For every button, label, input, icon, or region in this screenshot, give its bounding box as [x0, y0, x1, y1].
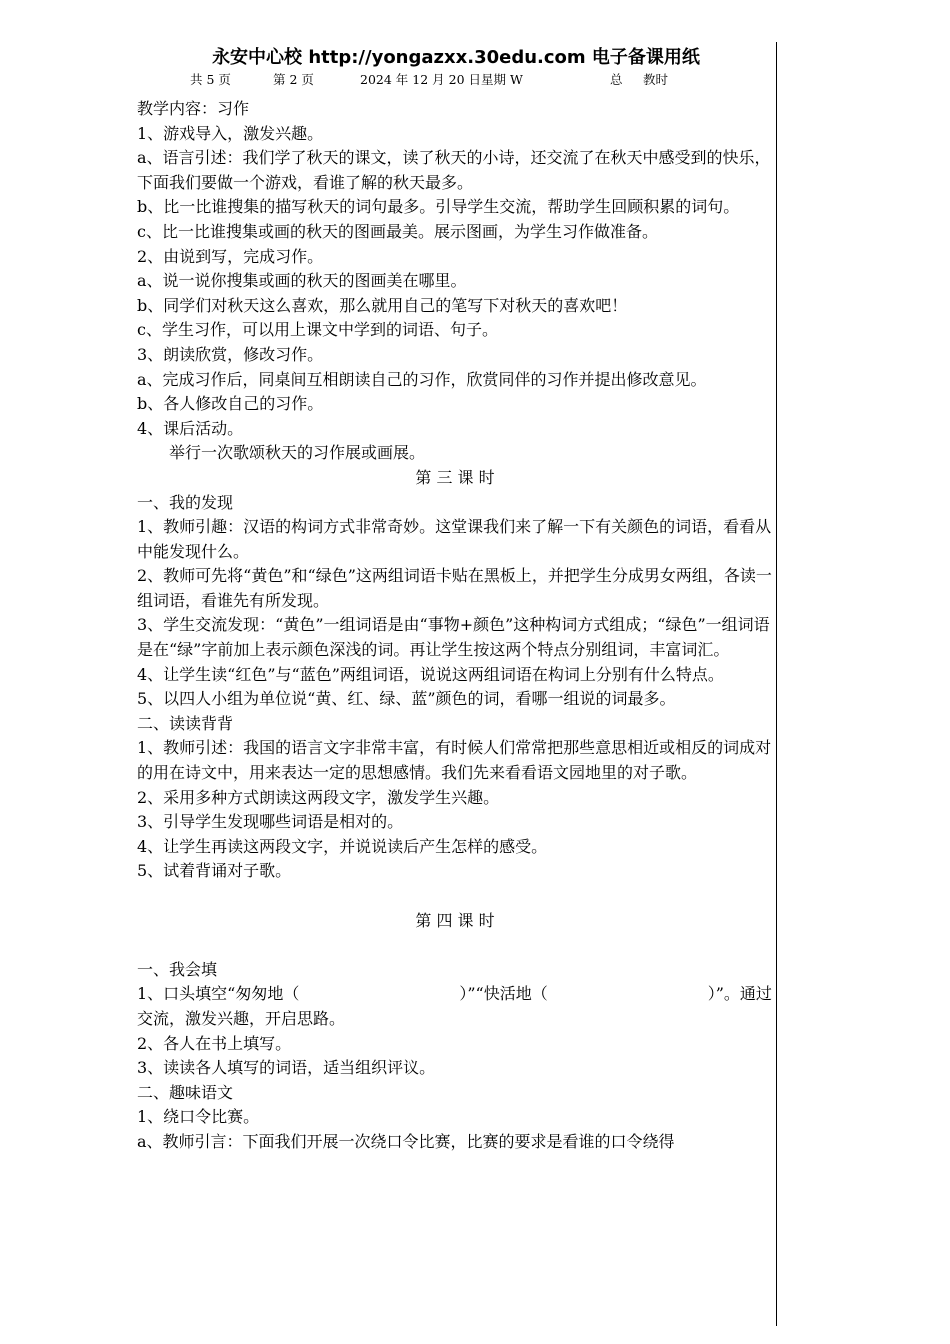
text-line: 1、口头填空“匆匆地（ ）”“快活地（ ）”。通过交流，激发兴趣，开启思路。	[137, 984, 772, 1028]
hours-label: 教时	[643, 72, 669, 87]
text-line: 4、课后活动。	[137, 418, 244, 438]
text-line: 2、各人在书上填写。	[137, 1033, 292, 1053]
text-line: 举行一次歌颂秋天的习作展或画展。	[169, 443, 426, 463]
text-line: 1、教师引趣：汉语的构词方式非常奇妙。这堂课我们来了解一下有关颜色的词语，看看从中能发现什么。	[137, 517, 772, 561]
text-line: c、比一比谁搜集或画的秋天的图画最美。展示图画，为学生习作做准备。	[137, 221, 658, 241]
text-line: 1、游戏导入，激发兴趣。	[137, 123, 324, 143]
text-line: 一、我的发现	[137, 492, 234, 512]
text-line: 4、让学生读“红色”与“蓝色”两组词语，说说这两组词语在构词上分别有什么特点。	[137, 664, 724, 684]
text-line: 4、让学生再读这两段文字，并说说读后产生怎样的感受。	[137, 836, 548, 856]
text-line: a、完成习作后，同桌间互相朗读自己的习作，欣赏同伴的习作并提出修改意见。	[137, 369, 707, 389]
text-line: 一、我会填	[137, 959, 218, 979]
text-line: 教学内容：习作	[137, 99, 250, 118]
document-body	[137, 97, 773, 1155]
text-line: b、比一比谁搜集的描写秋天的词句最多。引导学生交流，帮助学生回顾积累的词句。	[137, 197, 740, 217]
text-line: 2、教师可先将“黄色”和“绿色”这两组词语卡贴在黑板上，并把学生分成男女两组，各读一组词语，看谁先有所发现。	[137, 566, 772, 610]
text-line: b、各人修改自己的习作。	[137, 394, 324, 414]
text-line: 3、引导学生发现哪些词语是相对的。	[137, 812, 404, 832]
text-line: 1、教师引述：我国的语言文字非常丰富，有时候人们常常把那些意思相近或相反的词成对的用在诗文中，用来表达一定的思想感情。我们先来看看语文园地里的对子歌。	[137, 738, 772, 783]
text-line: a、语言引述：我们学了秋天的课文，读了秋天的小诗，还交流了在秋天中感受到的快乐，下面我们要做一个游戏，看谁了解的秋天最多。	[137, 148, 771, 192]
text-line: 3、学生交流发现：“黄色”一组词语是由“事物+颜色”这种构词方式组成；“绿色”一组词语是在“绿”字前加上表示颜色深浅的词。再让学生按这两个特点分别组词，丰富词汇。	[137, 615, 770, 660]
spacer	[137, 884, 773, 909]
total-pages: 共 5 页	[190, 72, 231, 87]
total-label: 总	[610, 72, 623, 87]
text-line: a、教师引言：下面我们开展一次绕口令比赛，比赛的要求是看谁的口令绕得	[137, 1131, 675, 1151]
text-line: 1、绕口令比赛。	[137, 1107, 260, 1127]
text-line: 2、由说到写，完成习作。	[137, 246, 324, 266]
text-line: 二、趣味语文	[137, 1082, 234, 1102]
text-line: 2、采用多种方式朗读这两段文字，激发学生兴趣。	[137, 787, 500, 807]
section-heading: 第 四 课 时	[415, 910, 495, 930]
section-heading: 第 三 课 时	[415, 467, 495, 487]
text-line: b、同学们对秋天这么喜欢，那么就用自己的笔写下对秋天的喜欢吧！	[137, 295, 628, 315]
text-line: 3、读读各人填写的词语，适当组织评议。	[137, 1058, 436, 1078]
text-line: 二、读读背背	[137, 713, 234, 733]
text-line: c、学生习作，可以用上课文中学到的词语、句子。	[137, 320, 498, 340]
text-line: 5、试着背诵对子歌。	[137, 861, 292, 881]
page-title: 永安中心校 http://yongazxx.30edu.com 电子备课用纸	[212, 47, 700, 68]
date: 2024 年 12 月 20 日星期 W	[360, 72, 523, 87]
page-number: 第 2 页	[273, 72, 314, 87]
margin-rule	[776, 42, 777, 1326]
text-line: 3、朗读欣赏，修改习作。	[137, 344, 324, 364]
text-line: a、说一说你搜集或画的秋天的图画美在哪里。	[137, 271, 467, 291]
spacer	[137, 933, 773, 958]
text-line: 5、以四人小组为单位说“黄、红、绿、蓝”颜色的词，看哪一组说的词最多。	[137, 689, 676, 709]
